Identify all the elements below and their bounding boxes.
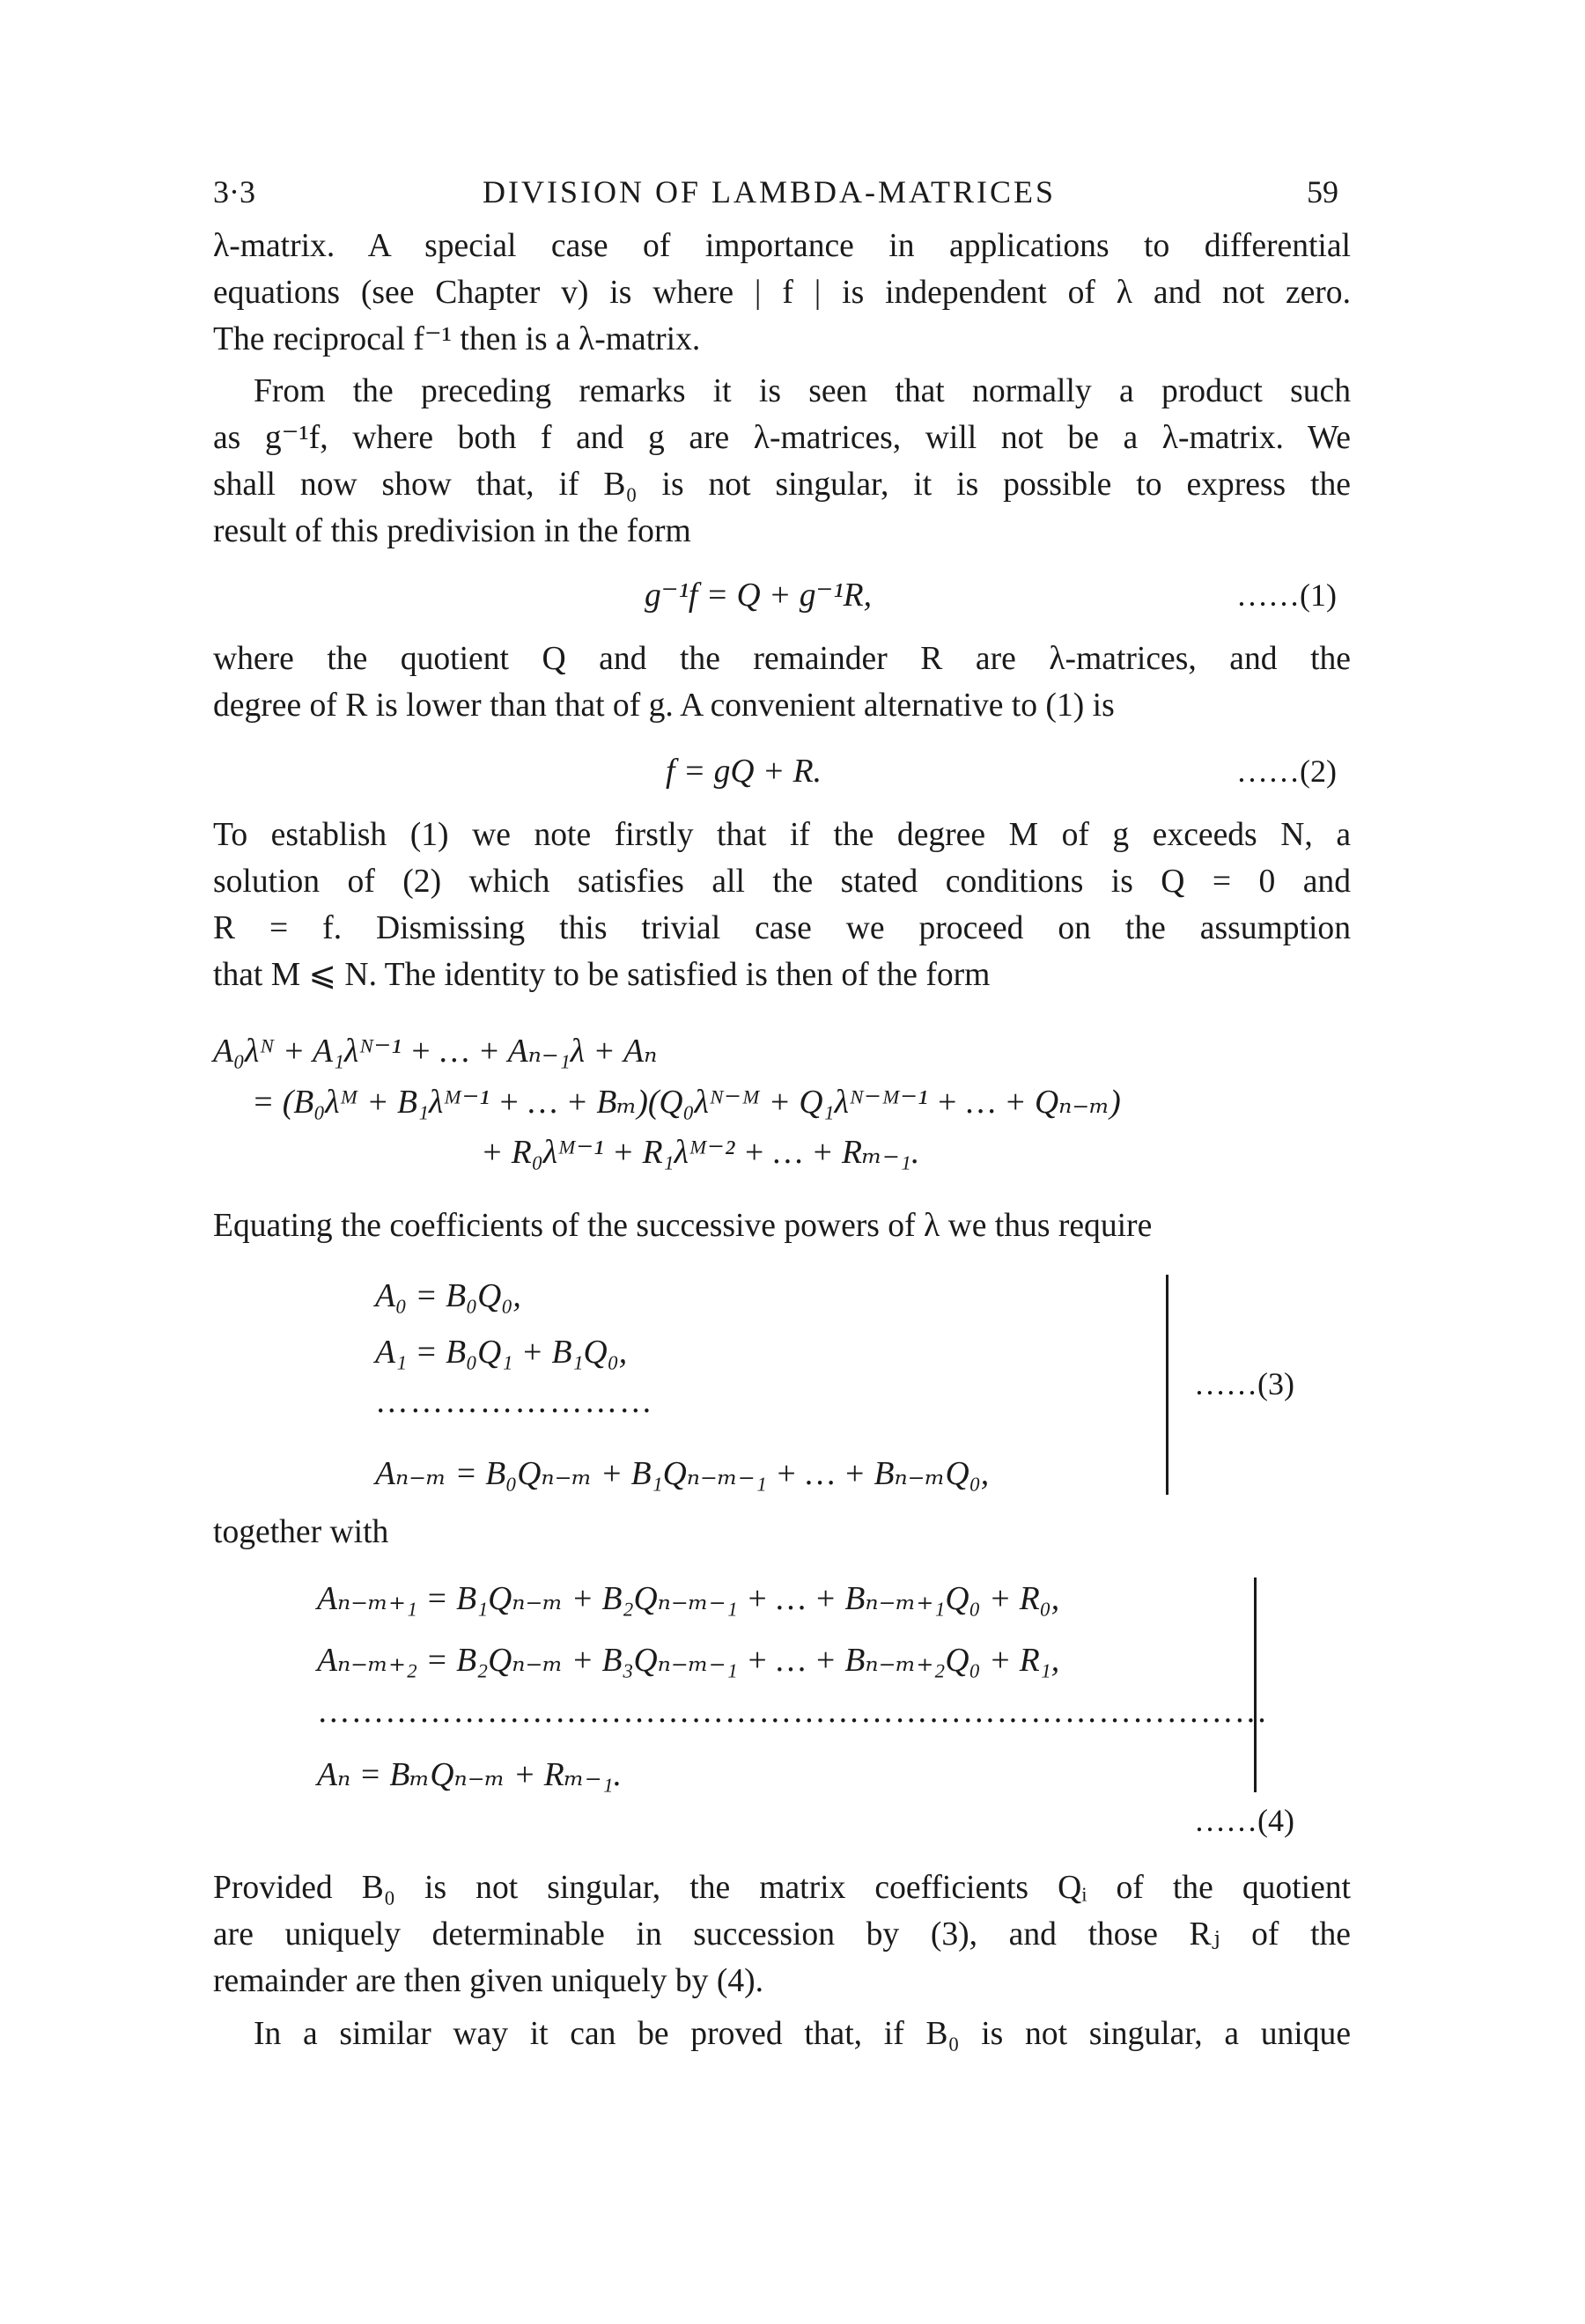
paragraph-5 xyxy=(213,1202,1351,1249)
identity-line-3: + R₀λᴹ⁻¹ + R₁λᴹ⁻² + … + Rₘ₋₁. xyxy=(481,1135,920,1171)
system4-line-2: Aₙ₋ₘ₊₂ = B₂Qₙ₋ₘ + B₃Qₙ₋ₘ₋₁ + … + Bₙ₋ₘ₊₂Q₀ + R₁, xyxy=(317,1643,1060,1679)
paragraph-1 xyxy=(213,223,1351,363)
equation-1: g⁻¹f = Q + g⁻¹R, xyxy=(645,577,873,614)
text-line: as g⁻¹f, where both f and g are λ-matrices, will not be a λ-matrix. We xyxy=(213,420,1351,456)
system3-dots: …………………… xyxy=(375,1384,654,1420)
system3-line-2: A₁ = B₀Q₁ + B₁Q₀, xyxy=(375,1335,628,1371)
equation-2: f = gQ + R. xyxy=(666,754,822,790)
text-line: R = f. Dismissing this trivial case we proceed on the assumption xyxy=(213,910,1351,946)
paragraph-4 xyxy=(213,812,1351,998)
text-line: shall now show that, if B₀ is not singular, it is possible to express the xyxy=(213,467,1351,503)
text-line: solution of (2) which satisfies all the stated conditions is Q = 0 and xyxy=(213,864,1351,900)
paragraph-7 xyxy=(213,1864,1351,2004)
paragraph-2 xyxy=(213,368,1351,555)
system4-brace xyxy=(1247,1578,1257,1792)
text-line: where the quotient Q and the remainder R are λ-matrices, and the xyxy=(213,641,1351,677)
text-line: together with xyxy=(213,1514,389,1550)
text-line: Provided B₀ is not singular, the matrix coefficients Qᵢ of the quotient xyxy=(213,1870,1351,1906)
system4-line-4: Aₙ = BₘQₙ₋ₘ + Rₘ₋₁. xyxy=(317,1757,623,1793)
text-line: equations (see Chapter v) is where | f | is independent of λ and not zero. xyxy=(213,275,1351,311)
text-line: The reciprocal f⁻¹ then is a λ-matrix. xyxy=(213,321,701,357)
text-line: In a similar way it can be proved that, if B₀ is not singular, a unique xyxy=(254,2016,1351,2052)
section-number: 3·3 xyxy=(213,174,255,210)
system4-line-1: Aₙ₋ₘ₊₁ = B₁Qₙ₋ₘ + B₂Qₙ₋ₘ₋₁ + … + Bₙ₋ₘ₊₁Q₀ + R₀, xyxy=(317,1581,1060,1617)
text-line: From the preceding remarks it is seen that normally a product such xyxy=(254,373,1351,409)
equation-2-tag: ……(2) xyxy=(1236,754,1337,789)
text-line: To establish (1) we note firstly that if the degree M of g exceeds N, a xyxy=(213,817,1351,853)
text-line: λ-matrix. A special case of importance in applications to differential xyxy=(213,228,1351,264)
paragraph-8 xyxy=(213,2011,1351,2057)
system4-tag: ……(4) xyxy=(1194,1803,1294,1838)
text-line: remainder are then given uniquely by (4). xyxy=(213,1963,764,1999)
system3-tag: ……(3) xyxy=(1194,1366,1294,1401)
page-number: 59 xyxy=(1307,174,1338,210)
paragraph-6 xyxy=(213,1509,1351,1555)
paragraph-3 xyxy=(213,636,1351,729)
text-line: Equating the coefficients of the successive powers of λ we thus require xyxy=(213,1208,1153,1244)
running-title: DIVISION OF LAMBDA-MATRICES xyxy=(483,174,1057,210)
system4-dots: ………………………………………………………………………… xyxy=(317,1694,1269,1730)
text-line: result of this predivision in the form xyxy=(213,513,691,549)
system3-line-1: A₀ = B₀Q₀, xyxy=(375,1278,521,1314)
text-line: that M ⩽ N. The identity to be satisfied is then of the form xyxy=(213,957,991,993)
system3-brace xyxy=(1159,1275,1168,1495)
text-line: are uniquely determinable in succession by (3), and those Rⱼ of the xyxy=(213,1916,1351,1953)
text-line: degree of R is lower than that of g. A convenient alternative to (1) is xyxy=(213,688,1115,724)
equation-1-tag: ……(1) xyxy=(1236,577,1337,613)
system3-line-4: Aₙ₋ₘ = B₀Qₙ₋ₘ + B₁Qₙ₋ₘ₋₁ + … + Bₙ₋ₘQ₀, xyxy=(375,1456,990,1492)
identity-line-1: A₀λᴺ + A₁λᴺ⁻¹ + … + Aₙ₋₁λ + Aₙ xyxy=(213,1033,658,1070)
identity-line-2: = (B₀λᴹ + B₁λᴹ⁻¹ + … + Bₘ)(Q₀λᴺ⁻ᴹ + Q₁λᴺ⁻ᴹ⁻¹ + … + Qₙ₋ₘ) xyxy=(252,1085,1121,1121)
